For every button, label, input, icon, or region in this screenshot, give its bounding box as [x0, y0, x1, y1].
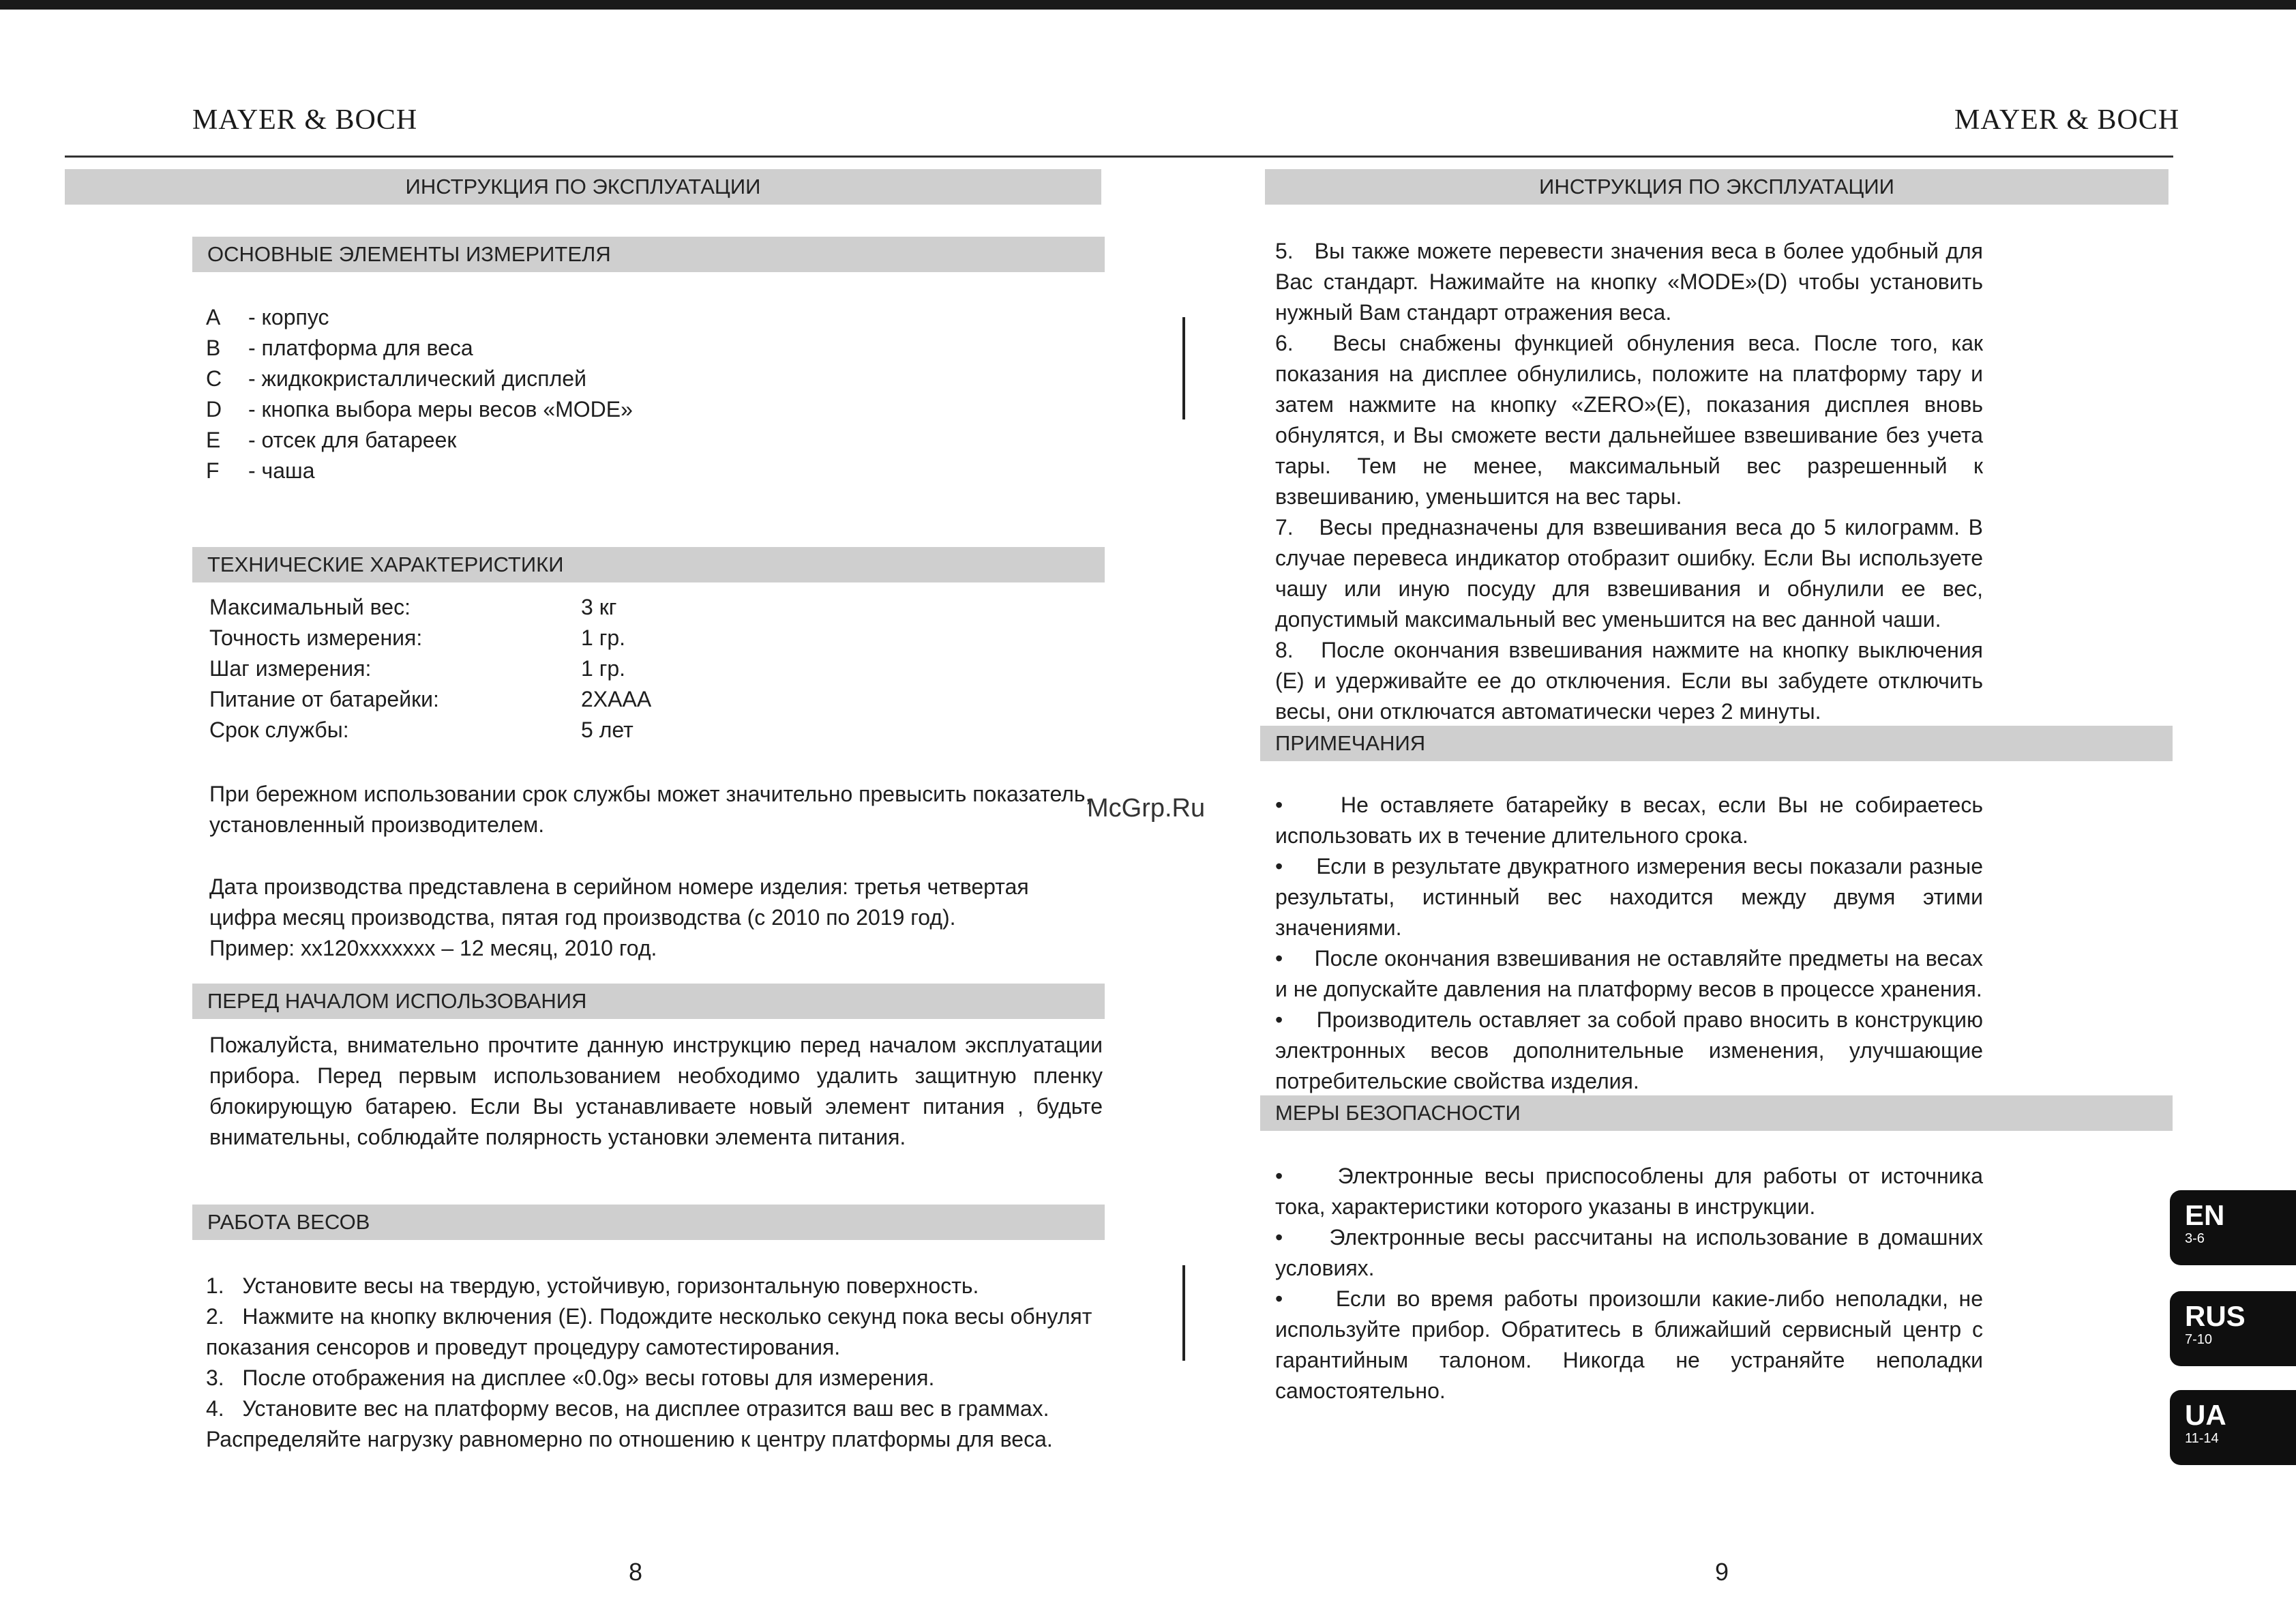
note-item: • После окончания взвешивания не оставляйте предметы на весах и не допускайте давления на платформу весов в процессе хранения. [1275, 946, 1983, 1001]
paragraph-example: Пример: xx120xxxxxxx – 12 месяц, 2010 год. [209, 936, 657, 960]
spec-row: Точность измерения: 1 гр. [209, 625, 626, 650]
step-item: 8. После окончания взвешивания нажмите на кнопку выключения (E) и удерживайте ее до отключения. Если вы забудете отключить весы, они отключатся автоматически через 2 минуты. [1275, 638, 1984, 724]
section-title-operation: РАБОТА ВЕСОВ [192, 1205, 1105, 1240]
safety-item: • Если во время работы произошли какие-либо неполадки, не используйте прибор. Обратитесь в ближайший сервисный центр с гарантийным талоном. Никогда не устраняйте неполадки самостоятельно. [1275, 1286, 1984, 1403]
element-item: B - платформа для веса [206, 336, 473, 360]
spec-row: Максимальный вес: 3 кг [209, 595, 617, 619]
element-item: C - жидкокристаллический дисплей [206, 366, 586, 391]
paragraph-service-life: При бережном использовании срок службы может значительно превысить показатель, установленный производителем. [209, 782, 1092, 837]
lang-tab-rus[interactable] [2170, 1291, 2296, 1366]
lang-tab-en[interactable] [2170, 1190, 2296, 1265]
brand-logo-left: MAYER & BOCH [192, 104, 418, 136]
step-item: 4. Установите вес на платформу весов, на дисплее отразится ваш вес в граммах. Распределяйте нагрузку равномерно по отношению к центру платформы для веса. [206, 1396, 1053, 1451]
lang-code: RUS [2185, 1300, 2246, 1332]
section-title-specs: ТЕХНИЧЕСКИЕ ХАРАКТЕРИСТИКИ [192, 547, 1105, 582]
note-item: • Если в результате двукратного измерения весы показали разные результаты, истинный вес находится между двумя этими значениями. [1275, 854, 1984, 940]
note-item: • Не оставляете батарейку в весах, если Вы не собираетесь использовать их в течение длительного срока. [1275, 793, 1984, 848]
step-item: 1. Установите весы на твердую, устойчивую, горизонтальную поверхность. [206, 1273, 979, 1298]
lang-pages: 11-14 [2185, 1431, 2219, 1446]
note-item: • Производитель оставляет за собой право вносить в конструкцию электронных весов дополнительные изменения, улучшающие потребительские свойства изделия. [1275, 1007, 1984, 1093]
step-item: 2. Нажмите на кнопку включения (E). Подождите несколько секунд пока весы обнулят показания сенсоров и проведут процедуру самотестирования. [206, 1304, 1092, 1359]
element-item: A - корпус [206, 305, 329, 329]
section-title-notes: ПРИМЕЧАНИЯ [1260, 726, 2173, 761]
safety-item: • Электронные весы рассчитаны на использование в домашних условиях. [1275, 1225, 1984, 1280]
right-page [1173, 0, 2296, 1624]
step-item: 6. Весы снабжены функцией обнуления веса. После того, как показания на дисплее обнулились, положите на платформу тару и затем нажмите на кнопку «ZERO»(E), показания дисплея вновь обнулятся, и Вы сможете вести дальнейшее взвешивание без учета тары. Тем не менее, максимальный вес разрешенный к взвешиванию, уменьшится на вес тары. [1275, 331, 1984, 509]
spec-row: Питание от батарейки: 2XAAA [209, 687, 652, 711]
spec-row: Шаг измерения: 1 гр. [209, 656, 626, 681]
header-rule-left [65, 156, 1173, 158]
page-number-left: 8 [629, 1558, 643, 1586]
lang-tab-ua[interactable] [2170, 1390, 2296, 1465]
section-title-before-use: ПЕРЕД НАЧАЛОМ ИСПОЛЬЗОВАНИЯ [192, 984, 1105, 1019]
section-title-elements: ОСНОВНЫЕ ЭЛЕМЕНТЫ ИЗМЕРИТЕЛЯ [192, 237, 1105, 272]
element-item: E - отсек для батареек [206, 428, 457, 452]
element-item: F - чаша [206, 458, 315, 483]
safety-list [1275, 1161, 1983, 1406]
lang-code: EN [2185, 1199, 2225, 1231]
element-item: D - кнопка выбора меры весов «MODE» [206, 397, 633, 422]
paragraph-production-date: Дата производства представлена в серийном номере изделия: третья четвертая цифра месяц производства, пятая год производства (с 2010 по 2019 год). [209, 874, 1029, 930]
safety-item: • Электронные весы приспособлены для работы от источника тока, характеристики которого указаны в инструкции. [1275, 1164, 1984, 1219]
operation-steps [206, 1271, 1103, 1455]
lang-code: UA [2185, 1399, 2226, 1431]
step-item: 7. Весы предназначены для взвешивания веса до 5 килограмм. В случае перевеса индикатор отобразит ошибку. Если Вы используете чашу или иную посуду для взвешивания и обнулили ее вес, допустимый максимальный вес уменьшится на вес данной чаши. [1275, 515, 1984, 632]
lang-pages: 3-6 [2185, 1231, 2205, 1246]
section-title-safety: МЕРЫ БЕЗОПАСНОСТИ [1260, 1095, 2173, 1131]
specs-table [209, 592, 1096, 745]
operation-steps-right [1275, 236, 1983, 727]
step-item: 5. Вы также можете перевести значения веса в более удобный для Вас стандарт. Нажимайте на кнопку «MODE»(D) чтобы установить нужный Вам стандарт отражения веса. [1275, 239, 1984, 325]
header-rule-right [1173, 156, 2173, 158]
lang-pages: 7-10 [2185, 1332, 2213, 1347]
spec-row: Срок службы: 5 лет [209, 718, 633, 742]
page-number-right: 9 [1715, 1558, 1729, 1586]
watermark: McGrp.Ru [1087, 794, 1206, 823]
notes-list [1275, 790, 1983, 1097]
manual-header-right: ИНСТРУКЦИЯ ПО ЭКСПЛУАТАЦИИ [1265, 169, 2168, 205]
elements-list [206, 302, 1092, 486]
manual-header-left: ИНСТРУКЦИЯ ПО ЭКСПЛУАТАЦИИ [65, 169, 1101, 205]
step-item: 3. После отображения на дисплее «0.0g» весы готовы для измерения. [206, 1365, 935, 1390]
paragraph-before-use: Пожалуйста, внимательно прочтите данную инструкцию перед началом эксплуатации прибора. Перед первым использованием необходимо удалить защитную пленку блокирующую батарею. Если Вы устанавливаете новый элемент питания , будьте внимательны, соблюдайте полярность установки элемента питания. [209, 1033, 1103, 1149]
brand-logo-right: MAYER & BOCH [1954, 104, 2180, 136]
